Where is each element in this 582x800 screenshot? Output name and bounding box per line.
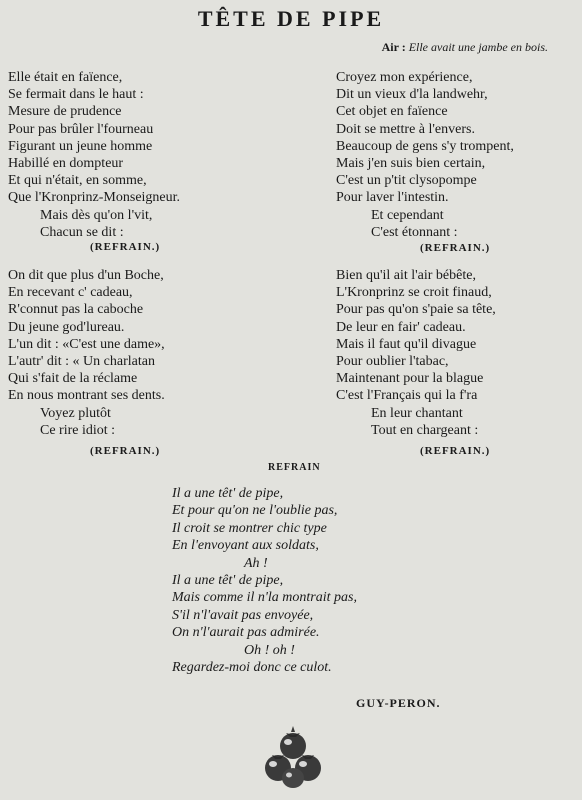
verse-line: L'Kronprinz se croit finaud,: [336, 285, 492, 301]
verse-line: En leur chantant: [371, 405, 463, 421]
verse-line: Pour pas qu'on s'paie sa tête,: [336, 302, 496, 318]
pomegranate-fruit-cluster-icon: [262, 724, 324, 790]
verse-line: Croyez mon expérience,: [336, 70, 473, 85]
chorus-line: Oh ! oh !: [244, 642, 295, 658]
verse-line: Cet objet en faïence: [336, 104, 448, 120]
verse-line: C'est étonnant :: [371, 224, 458, 240]
right-stanza-1: [336, 69, 514, 241]
tune-indication: [382, 40, 548, 55]
refrain-marker: (REFRAIN.): [90, 445, 161, 457]
tune-label: Air :: [381, 40, 406, 54]
verse-line: Pour laver l'intestin.: [336, 190, 449, 206]
verse-line: Du jeune god'lureau.: [8, 319, 125, 335]
left-stanza-2: [8, 267, 165, 439]
chorus-line: On n'l'aurait pas admirée.: [172, 625, 320, 641]
verse-line: Figurant un jeune homme: [8, 138, 153, 154]
chorus-line: Et pour qu'on ne l'oublie pas,: [172, 503, 338, 519]
chorus-line: Mais comme il n'la montrait pas,: [172, 590, 357, 606]
left-stanza-1: [8, 69, 180, 241]
verse-line: Doit se mettre à l'envers.: [336, 121, 475, 137]
right-stanza-2: [336, 267, 496, 439]
chorus-line: En l'envoyant aux soldats,: [172, 538, 319, 554]
verse-line: Et qui n'était, en somme,: [8, 173, 147, 189]
verse-line: Maintenant pour la blague: [336, 371, 484, 387]
verse-line: Chacun se dit :: [40, 224, 124, 240]
verse-line: En nous montrant ses dents.: [8, 388, 165, 404]
verse-line: Bien qu'il ait l'air bébête,: [336, 268, 476, 283]
verse-line: Mais dès qu'on l'vit,: [40, 207, 153, 223]
verse-line: R'connut pas la caboche: [8, 302, 144, 318]
song-title: TÊTE DE PIPE: [197, 6, 385, 31]
verse-line: Habillé en dompteur: [8, 156, 124, 172]
chorus-line: Regardez-moi donc ce culot.: [172, 660, 332, 676]
verse-line: Que l'Kronprinz-Monseigneur.: [8, 190, 181, 206]
verse-line: Se fermait dans le haut :: [8, 87, 144, 103]
verse-line: L'autr' dit : « Un charlatan: [8, 354, 155, 370]
verse-line: L'un dit : «C'est une dame»,: [8, 336, 165, 352]
verse-line: Et cependant: [371, 207, 444, 223]
verse-line: On dit que plus d'un Boche,: [8, 268, 164, 283]
chorus-heading: REFRAIN: [268, 462, 321, 473]
verse-line: Qui s'fait de la réclame: [8, 371, 138, 387]
fruit-top: [280, 726, 306, 759]
verse-line: En recevant c' cadeau,: [8, 285, 133, 301]
refrain-marker: (REFRAIN.): [90, 241, 161, 253]
verse-line: Pour oublier l'tabac,: [336, 354, 449, 370]
verse-line: C'est un p'tit clysopompe: [336, 173, 477, 189]
verse-line: Tout en chargeant :: [371, 422, 479, 438]
fruit-bottom: [282, 768, 304, 788]
verse-line: De leur en fair' cadeau.: [336, 319, 466, 335]
verse-line: Elle était en faïence,: [8, 70, 123, 85]
tune-name: Elle avait une jambe en bois.: [408, 40, 548, 54]
verse-line: Mais j'en suis bien certain,: [336, 156, 486, 172]
chorus-line: S'il n'l'avait pas envoyée,: [172, 607, 314, 623]
author-signature: GUY-PERON.: [356, 696, 441, 710]
verse-line: Dit un vieux d'la landwehr,: [336, 87, 488, 103]
verse-line: Mesure de prudence: [8, 104, 122, 120]
chorus-line: Il croit se montrer chic type: [172, 520, 327, 536]
chorus: [172, 485, 357, 676]
chorus-line: Il a une têt' de pipe,: [172, 486, 284, 501]
verse-line: Ce rire idiot :: [40, 422, 116, 438]
refrain-marker: (REFRAIN.): [420, 445, 491, 457]
verse-line: Beaucoup de gens s'y trompent,: [336, 138, 514, 154]
chorus-line: Il a une têt' de pipe,: [172, 573, 284, 589]
verse-line: Voyez plutôt: [40, 405, 111, 421]
verse-line: C'est l'Français qui la f'ra: [336, 388, 478, 404]
chorus-line: Ah !: [244, 555, 268, 571]
refrain-marker: (REFRAIN.): [420, 242, 491, 254]
verse-line: Mais il faut qu'il divague: [336, 336, 477, 352]
verse-line: Pour pas brûler l'fourneau: [8, 121, 154, 137]
